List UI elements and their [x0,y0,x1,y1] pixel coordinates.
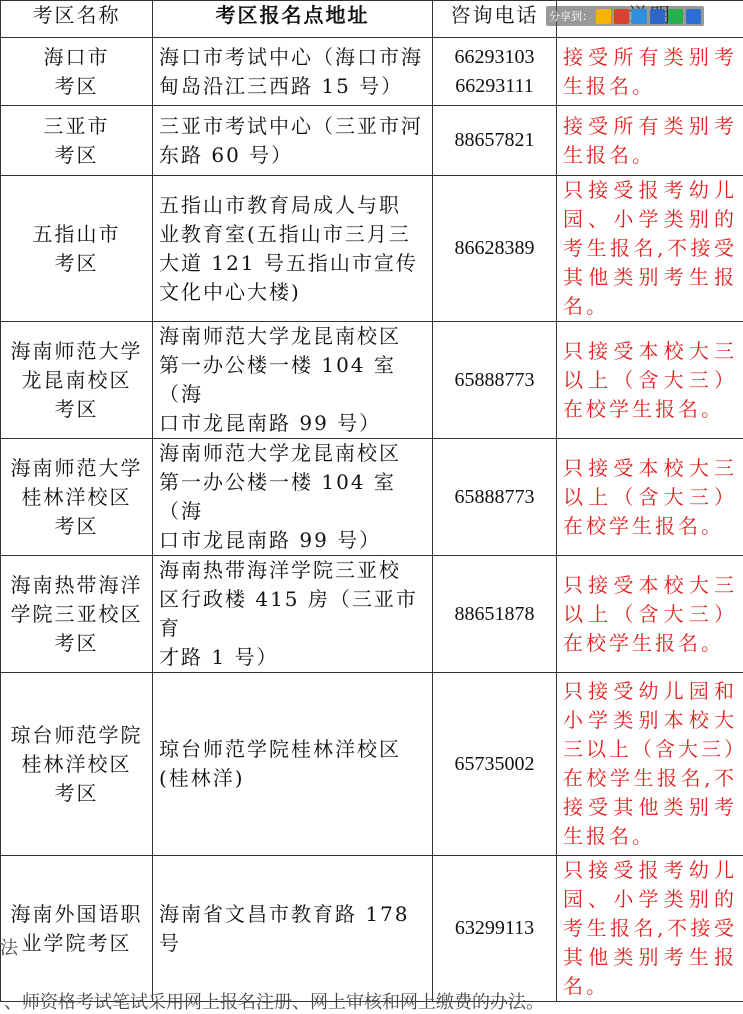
site-name-cell-line: 考区 [7,141,146,170]
header-phone: 咨询电话 [433,1,557,38]
site-phone-cell [433,322,557,439]
site-name-cell-line: 海口市 [7,43,146,72]
table-row [1,673,743,856]
weibo-icon[interactable] [614,9,629,24]
site-name-cell [1,673,153,856]
site-address-cell-line: 五指山市教育局成人与职 [159,191,426,220]
site-address-cell-line: 三亚市考试中心（三亚市河 [159,112,426,141]
site-name-cell [1,176,153,322]
site-address-cell [153,38,433,106]
site-name-cell-line: 琼台师范学院 [7,721,146,750]
tencent-weibo-icon[interactable] [632,9,647,24]
more-share-icon[interactable] [686,9,701,24]
site-address-cell-line: 甸岛沿江三西路 15 号） [159,72,426,101]
site-address-cell-line: (桂林洋) [159,764,426,793]
site-note-cell: 接受所有类别考生报名。 [557,106,743,176]
site-name-cell [1,38,153,106]
footer-text-2: 、师资格考试笔试采用网上报名注册、网上审核和网上缴费的办法。 [4,988,544,1014]
site-phone-cell-line: 65888773 [439,483,550,512]
site-name-cell-line: 桂林洋校区 [7,750,146,779]
site-address-cell-line: 海南师范大学龙昆南校区 [159,322,426,351]
site-address-cell [153,856,433,1002]
site-address-cell-line: 才路 1 号） [159,643,426,672]
wechat-icon[interactable] [668,9,683,24]
site-name-cell-line: 考区 [7,512,146,541]
site-name-cell-line: 海南师范大学 [7,337,146,366]
site-address-cell-line: 第一办公楼一楼 104 室（海 [159,468,426,526]
site-address-cell-line: 口市龙昆南路 99 号） [159,409,426,438]
site-address-cell-line: 大道 121 号五指山市宣传 [159,249,426,278]
site-name-cell-line: 桂林洋校区 [7,483,146,512]
site-phone-cell-line: 65888773 [439,366,550,395]
site-name-cell-line: 龙昆南校区 [7,366,146,395]
share-bar[interactable] [546,6,704,26]
site-name-cell-line: 三亚市 [7,112,146,141]
site-name-cell [1,556,153,673]
site-name-cell [1,856,153,1002]
site-name-cell-line: 考区 [7,395,146,424]
table-row [1,322,743,439]
site-note-cell: 只接受本校大三以上（含大三）在校学生报名。 [557,322,743,439]
header-name: 考区名称 [1,1,153,38]
site-name-cell [1,322,153,439]
site-phone-cell [433,176,557,322]
site-phone-cell-line: 63299113 [439,914,550,943]
site-phone-cell [433,856,557,1002]
site-name-cell [1,106,153,176]
site-name-cell-line: 海南外国语职 [7,900,146,929]
qzone-icon[interactable] [596,9,611,24]
site-address-cell-line: 海南热带海洋学院三亚校 [159,556,426,585]
site-name-cell-line: 五指山市 [7,220,146,249]
site-note-cell: 只接受本校大三以上（含大三）在校学生报名。 [557,556,743,673]
site-name-cell [1,439,153,556]
site-address-cell [153,673,433,856]
table-row [1,439,743,556]
renren-icon[interactable] [650,9,665,24]
table-row [1,856,743,1002]
table-row [1,176,743,322]
site-phone-cell-line: 65735002 [439,750,550,779]
header-address: 考区报名点地址 [153,1,433,38]
site-phone-cell [433,673,557,856]
site-name-cell-line: 海南师范大学 [7,454,146,483]
footer-text-1: 法 [0,934,18,960]
site-address-cell-line: 业教育室(五指山市三月三 [159,220,426,249]
site-name-cell-line: 考区 [7,779,146,808]
site-phone-cell-line: 88657821 [439,126,550,155]
site-phone-cell [433,38,557,106]
site-note-cell: 只接受报考幼儿园、小学类别的考生报名,不接受其他类别考生报名。 [557,176,743,322]
site-address-cell-line: 海口市考试中心（海口市海 [159,43,426,72]
site-address-cell [153,439,433,556]
site-note-cell: 接受所有类别考生报名。 [557,38,743,106]
site-address-cell-line: 口市龙昆南路 99 号） [159,526,426,555]
table-row [1,38,743,106]
site-name-cell-line: 海南热带海洋 [7,571,146,600]
site-phone-cell [433,106,557,176]
site-note-cell: 只接受本校大三以上（含大三）在校学生报名。 [557,439,743,556]
site-name-cell-line: 学院三亚校区 [7,600,146,629]
site-address-cell-line: 号 [159,929,426,958]
site-address-cell-line: 区行政楼 415 房（三亚市育 [159,585,426,643]
site-address-cell-line: 文化中心大楼) [159,278,426,307]
site-address-cell-line: 海南师范大学龙昆南校区 [159,439,426,468]
site-name-cell-line: 考区 [7,629,146,658]
site-name-cell-line: 业学院考区 [7,929,146,958]
site-phone-cell [433,556,557,673]
site-address-cell-line: 琼台师范学院桂林洋校区 [159,735,426,764]
site-address-cell [153,322,433,439]
site-phone-cell-line: 86628389 [439,234,550,263]
site-address-cell [153,176,433,322]
site-address-cell-line: 第一办公楼一楼 104 室（海 [159,351,426,409]
site-note-cell: 只接受幼儿园和小学类别本校大三以上（含大三）在校学生报名,不接受其他类别考生报名。 [557,673,743,856]
table-row [1,106,743,176]
share-label: 分享到： [549,8,593,24]
site-phone-cell-line: 66293111 [439,72,550,101]
site-address-cell-line: 海南省文昌市教育路 178 [159,900,426,929]
site-address-cell [153,106,433,176]
site-address-cell [153,556,433,673]
table-row [1,556,743,673]
site-name-cell-line: 考区 [7,72,146,101]
site-phone-cell-line: 88651878 [439,600,550,629]
site-name-cell-line: 考区 [7,249,146,278]
site-phone-cell-line: 66293103 [439,43,550,72]
site-address-cell-line: 东路 60 号） [159,141,426,170]
site-phone-cell [433,439,557,556]
site-note-cell: 只接受报考幼儿园、小学类别的考生报名,不接受其他类别考生报名。 [557,856,743,1002]
